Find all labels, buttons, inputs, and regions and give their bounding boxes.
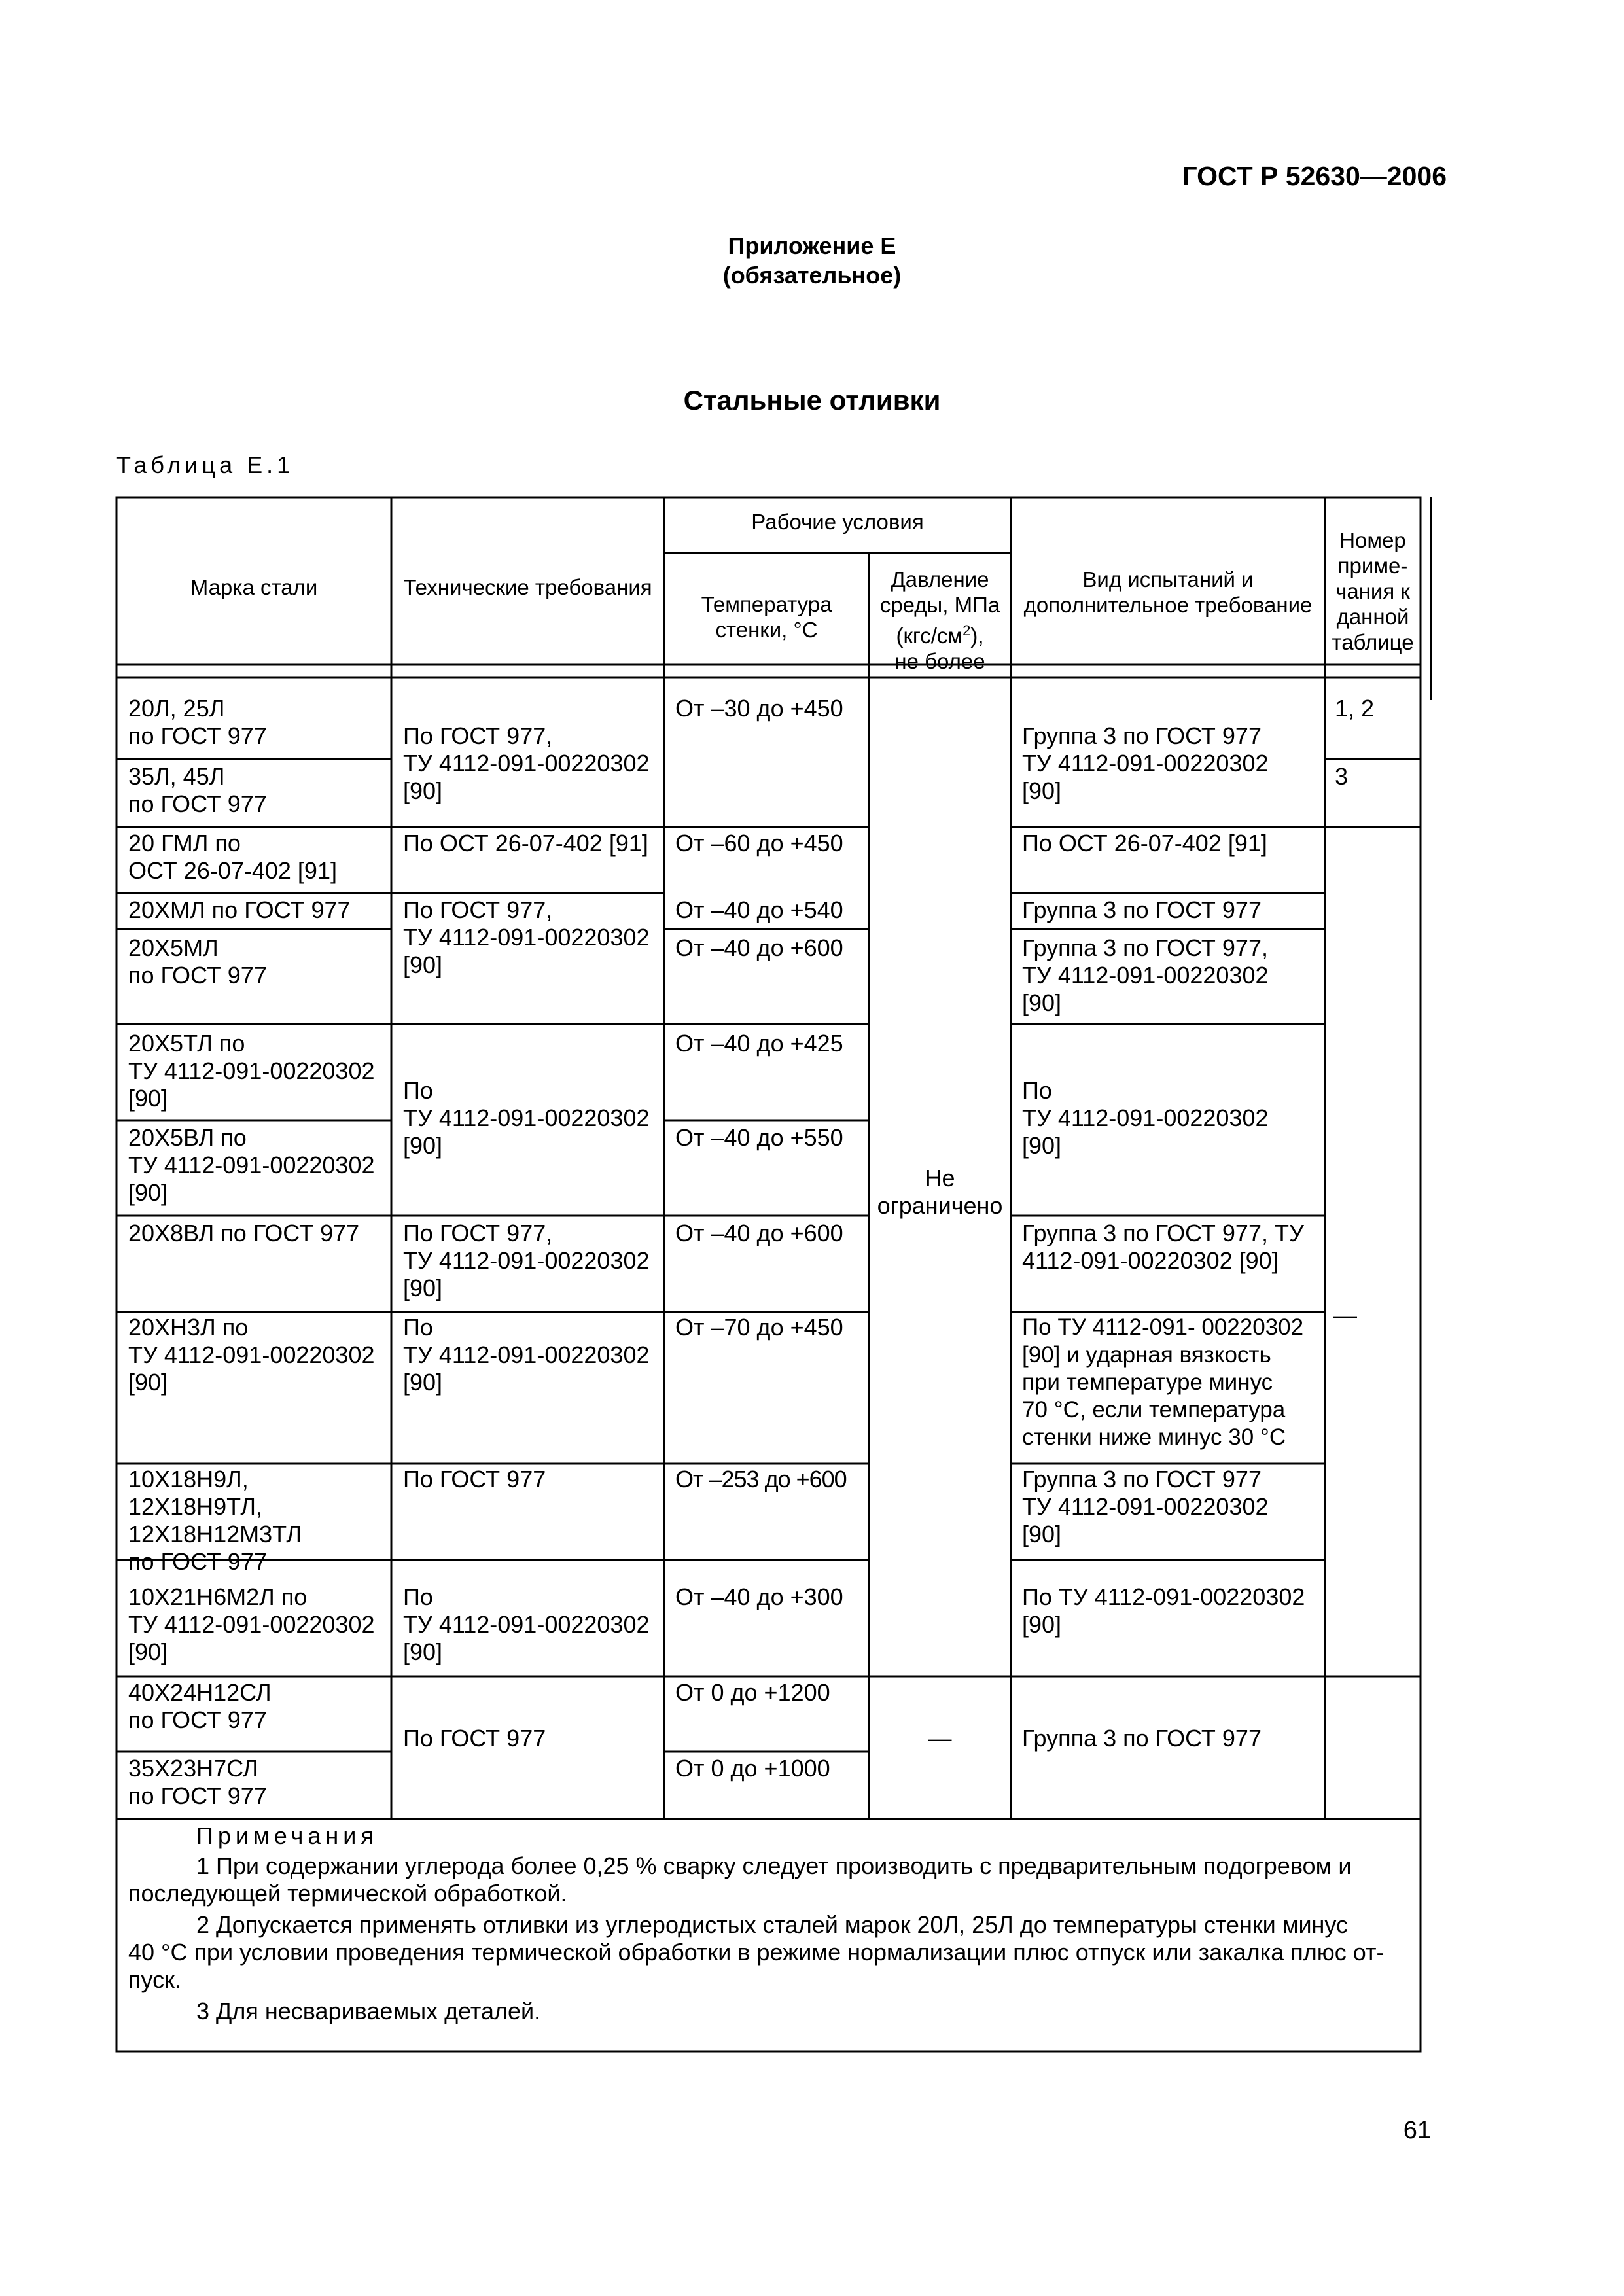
test-rows-1-2: Группа 3 по ГОСТ 977 ТУ 4112-091-00220302 [90] [1022,722,1269,804]
tech-row-8: По ГОСТ 977, ТУ 4112-091-00220302 [90] [403,1220,650,1301]
tech-row-10: По ГОСТ 977 [403,1466,546,1492]
note-3: 3 Для несвариваемых деталей. [196,1998,541,2024]
note-row-1: 1, 2 [1335,695,1375,722]
grade-row-1: 20Л, 25Л по ГОСТ 977 [128,695,267,749]
grade-row-13: 35Х23Н7СЛ по ГОСТ 977 [128,1755,267,1809]
note-1: 1 При содержании углерода более 0,25 % сварку следует производить с предварительным подогревом и последующей термической обработкой. [128,1852,1352,1907]
temp-row-4: От –40 до +540 [675,896,843,923]
test-rows-6-7: По ТУ 4112-091-00220302 [90] [1022,1077,1269,1159]
notes-heading: Примечания [196,1822,378,1849]
header-press: Давление среды, МПа $(кгс/см^2)$, не более [879,567,1000,673]
temp-row-13: От 0 до +1000 [675,1755,830,1782]
grade-row-4: 20ХМЛ по ГОСТ 977 [128,896,351,923]
test-row-4: Группа 3 по ГОСТ 977 [1022,896,1262,923]
temp-row-10: От –253 до +600 [675,1466,847,1492]
temp-row-5: От –40 до +600 [675,934,843,961]
tech-row-3: По ОСТ 26-07-402 [91] [403,830,648,857]
grade-row-2: 35Л, 45Л по ГОСТ 977 [128,763,267,817]
grade-row-9: 20ХН3Л по ТУ 4112-091-00220302 [90] [128,1314,375,1396]
grade-row-6: 20Х5ТЛ по ТУ 4112-091-00220302 [90] [128,1030,375,1112]
header-test: Вид испытаний и дополнительное требование [1023,567,1313,617]
page-number: 61 [1403,2117,1431,2144]
temp-row-7: От –40 до +550 [675,1124,843,1151]
header-tech: Технические требования [403,575,652,599]
header-grade: Марка стали [190,575,318,599]
note-2: 2 Допускается применять отливки из углеродистых сталей марок 20Л, 25Л до температуры стенки минус 40 °С при условии проведения термической обработки в режиме нормализации плюс отпуск или закалка плюс от- пуск. [128,1911,1385,1993]
temp-row-11: От –40 до +300 [675,1583,843,1610]
temp-row-8: От –40 до +600 [675,1220,843,1246]
grade-row-11: 10Х21Н6М2Л по ТУ 4112-091-00220302 [90] [128,1583,375,1665]
annex-status: (обязательное) [722,262,902,289]
pressure-unlimited: Не ограничено [877,1165,1003,1219]
header-note: Номер приме- чания к данной таблице [1332,528,1414,654]
temp-row-12: От 0 до +1200 [675,1679,830,1706]
note-dash: — [1333,1302,1357,1329]
tech-rows-12-13: По ГОСТ 977 [403,1725,546,1752]
notes-block [128,1822,1430,2025]
tech-row-11: По ТУ 4112-091-00220302 [90] [403,1583,650,1665]
test-row-9: По ТУ 4112-091- 00220302 [90] и ударная вязкость при температуре минус 70 °С, если температура стенки ниже минус 30 °С [1022,1315,1304,1450]
temp-row-6: От –40 до +425 [675,1030,843,1057]
header-work: Рабочие условия [751,510,924,534]
test-rows-12-13: Группа 3 по ГОСТ 977 [1022,1725,1262,1752]
grade-row-12: 40Х24Н12СЛ по ГОСТ 977 [128,1679,272,1733]
grade-row-3: 20 ГМЛ по ОСТ 26-07-402 [91] [128,830,337,884]
grade-row-5: 20Х5МЛ по ГОСТ 977 [128,934,267,989]
test-row-5: Группа 3 по ГОСТ 977, ТУ 4112-091-00220302 [90] [1022,934,1269,1016]
pressure-rows-12-13: — [928,1725,952,1752]
note-row-2: 3 [1335,763,1349,790]
tech-row-9: По ТУ 4112-091-00220302 [90] [403,1314,650,1396]
annex-title: Приложение Е [728,232,896,259]
grade-row-8: 20Х8ВЛ по ГОСТ 977 [128,1220,360,1246]
temp-row-9: От –70 до +450 [675,1314,843,1341]
tech-rows-6-7: По ТУ 4112-091-00220302 [90] [403,1077,650,1159]
header-temp: Температура стенки, °С [701,592,832,642]
test-row-11: По ТУ 4112-091-00220302 [90] [1022,1583,1305,1638]
test-row-10: Группа 3 по ГОСТ 977 ТУ 4112-091-00220302 [90] [1022,1466,1269,1547]
temp-rows-1-2: От –30 до +450 [675,695,843,722]
standard-number: ГОСТ Р 52630—2006 [1182,161,1447,191]
temp-row-3: От –60 до +450 [675,830,843,857]
tech-rows-1-2: По ГОСТ 977, ТУ 4112-091-00220302 [90] [403,722,650,804]
tech-rows-4-5: По ГОСТ 977, ТУ 4112-091-00220302 [90] [403,896,650,978]
section-title: Стальные отливки [683,385,941,415]
grade-row-7: 20Х5ВЛ по ТУ 4112-091-00220302 [90] [128,1124,375,1206]
test-row-3: По ОСТ 26-07-402 [91] [1022,830,1267,857]
table-caption: Таблица Е.1 [116,451,294,478]
grade-row-10: 10Х18Н9Л, 12Х18Н9ТЛ, 12Х18Н12М3ТЛ по ГОСТ 977 [128,1466,302,1575]
test-row-8: Группа 3 по ГОСТ 977, ТУ 4112-091-00220302 [90] [1022,1220,1304,1274]
